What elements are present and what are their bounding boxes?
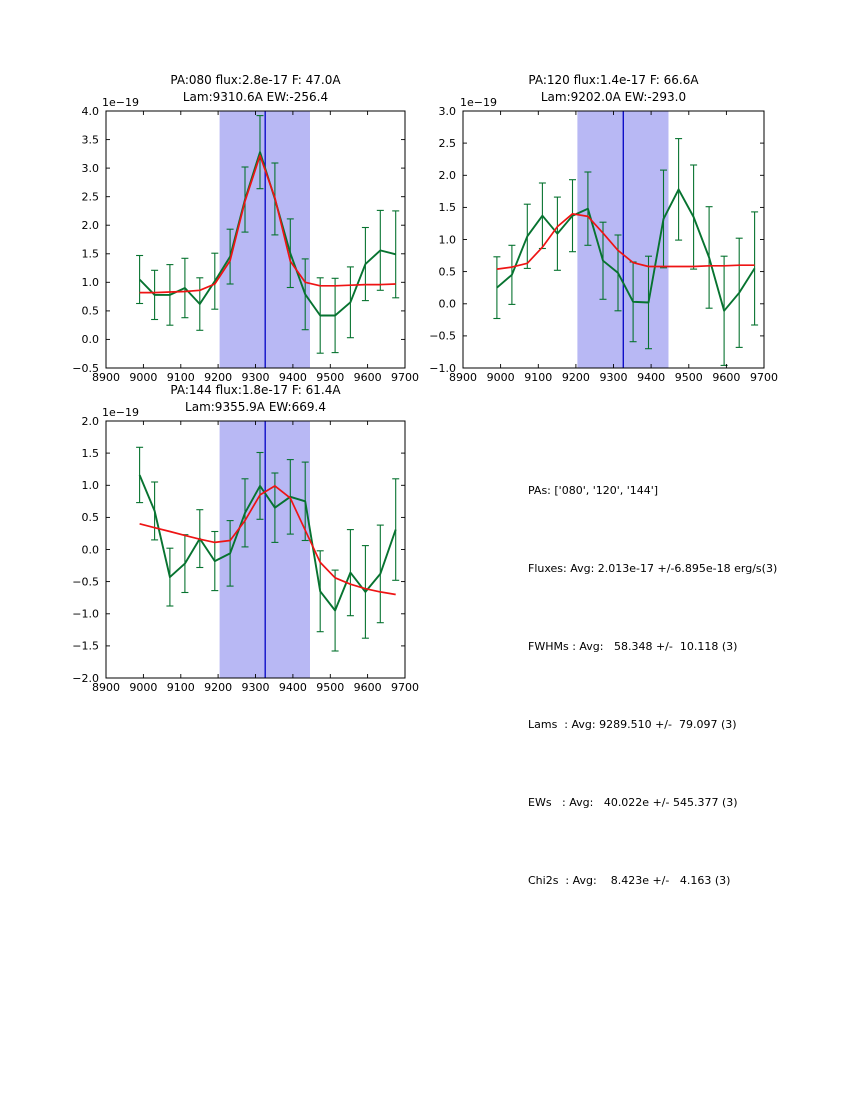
y-tick-label: 0.5 (81, 511, 99, 525)
axis-offset-label: 1e−19 (102, 406, 139, 419)
x-tick-label: 9400 (637, 371, 666, 384)
y-tick-label: 3.0 (438, 104, 456, 118)
y-tick-label: 4.0 (81, 104, 99, 118)
axis-offset-label: 1e−19 (460, 96, 497, 109)
plot-title-line1: PA:120 flux:1.4e-17 F: 66.6A (528, 73, 699, 87)
x-tick-label: 9100 (166, 681, 195, 694)
stats-line-fluxes: Fluxes: Avg: 2.013e-17 +/-6.895e-18 erg/s(3) (528, 562, 778, 575)
x-tick-label: 9300 (241, 371, 270, 384)
y-tick-label: 1.5 (81, 446, 99, 460)
plot-title-line2: Lam:9202.0A EW:-293.0 (540, 90, 687, 104)
x-tick-label: 9300 (241, 681, 270, 694)
y-tick-label: 0.0 (81, 333, 99, 347)
x-tick-label: 9700 (391, 681, 419, 694)
y-tick-label: 1.0 (81, 479, 99, 493)
y-tick-label: −1.0 (429, 361, 456, 375)
x-tick-label: 9100 (166, 371, 195, 384)
y-tick-label: 2.0 (81, 219, 99, 232)
plot-title-line1: PA:080 flux:2.8e-17 F: 47.0A (170, 73, 341, 87)
y-tick-label: −2.0 (72, 671, 99, 685)
plot-title-pa080 (106, 72, 405, 106)
x-tick-label: 9500 (316, 681, 345, 694)
x-tick-label: 8900 (449, 371, 477, 384)
y-tick-label: 0.0 (81, 543, 99, 557)
y-tick-label: −0.5 (72, 575, 99, 589)
x-tick-label: 9500 (674, 371, 703, 384)
y-tick-label: −1.5 (72, 639, 99, 653)
y-tick-label: 2.5 (81, 190, 99, 204)
x-tick-label: 9600 (712, 371, 741, 384)
x-tick-label: 9600 (353, 371, 382, 384)
x-tick-label: 9700 (750, 371, 778, 384)
x-tick-label: 9200 (561, 371, 590, 384)
plot-pa080 (72, 105, 419, 384)
y-tick-label: 3.0 (81, 161, 99, 175)
plot-title-pa120 (463, 72, 764, 106)
stats-line-lams: Lams : Avg: 9289.510 +/- 79.097 (3) (528, 718, 737, 731)
x-tick-label: 9000 (129, 681, 158, 694)
plot-title-line2: Lam:9355.9A EW:669.4 (185, 400, 326, 414)
x-tick-label: 8900 (92, 371, 120, 384)
y-tick-label: 2.0 (81, 414, 99, 428)
y-tick-label: 2.0 (438, 169, 456, 183)
stats-line-ews: EWs : Avg: 40.022e +/- 545.377 (3) (528, 796, 738, 809)
plot-title-pa144 (106, 382, 405, 416)
y-tick-label: 3.5 (81, 133, 99, 147)
y-tick-label: 1.5 (81, 247, 99, 261)
x-tick-label: 9600 (353, 681, 382, 694)
x-tick-label: 9300 (599, 371, 628, 384)
y-tick-label: −0.5 (72, 361, 99, 375)
y-tick-label: 2.5 (438, 136, 456, 150)
stats-panel (528, 426, 777, 946)
plot-title-line1: PA:144 flux:1.8e-17 F: 61.4A (170, 383, 341, 397)
y-tick-label: 1.0 (81, 276, 99, 290)
x-tick-label: 9500 (316, 371, 345, 384)
x-tick-label: 9700 (391, 371, 419, 384)
plot-title-line2: Lam:9310.6A EW:-256.4 (182, 90, 329, 104)
x-tick-label: 9200 (204, 371, 233, 384)
y-tick-label: −1.0 (72, 607, 99, 621)
y-tick-label: 0.5 (81, 304, 99, 318)
stats-line-pas: PAs: ['080', '120', '144'] (528, 484, 659, 497)
x-tick-label: 9000 (486, 371, 515, 384)
x-tick-label: 9000 (129, 371, 158, 384)
y-tick-label: 0.5 (438, 265, 456, 279)
stats-line-fwhms: FWHMs : Avg: 58.348 +/- 10.118 (3) (528, 640, 738, 653)
x-tick-label: 8900 (92, 681, 120, 694)
x-tick-label: 9400 (278, 681, 307, 694)
x-tick-label: 9100 (524, 371, 553, 384)
y-tick-label: 1.0 (438, 233, 456, 247)
y-tick-label: −0.5 (429, 329, 456, 343)
x-tick-label: 9400 (278, 371, 307, 384)
y-tick-label: 1.5 (438, 201, 456, 215)
plot-pa120 (429, 105, 778, 384)
axis-offset-label: 1e−19 (102, 96, 139, 109)
x-tick-label: 9200 (204, 681, 233, 694)
plot-pa144 (72, 415, 419, 694)
y-tick-label: 0.0 (438, 297, 456, 311)
stats-line-chi2s: Chi2s : Avg: 8.423e +/- 4.163 (3) (528, 874, 731, 887)
